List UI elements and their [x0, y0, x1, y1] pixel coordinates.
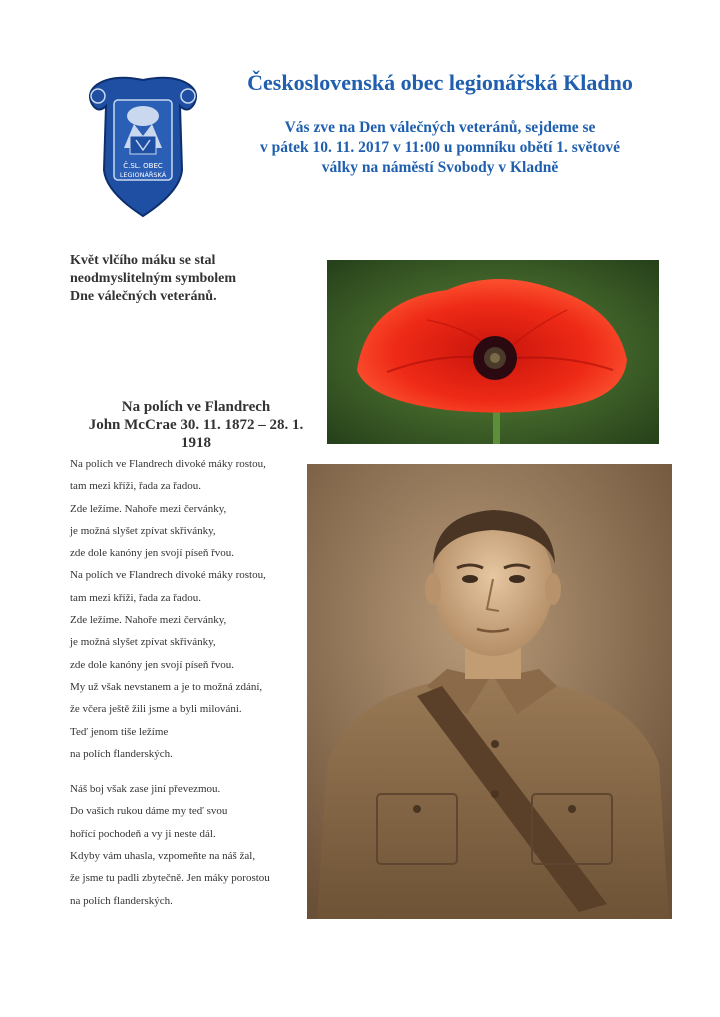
invitation-text [215, 118, 665, 178]
poem-title [62, 398, 330, 452]
svg-text:LEGIONÁŘSKÁ: LEGIONÁŘSKÁ [119, 171, 167, 179]
poem-line: My už však nevstanem a je to možná zdání, [70, 680, 263, 693]
poem-author-dates-end: 1918 [181, 435, 211, 451]
stanza-gap [70, 768, 300, 781]
poem-line: že jsme tu padli zbytečně. Jen máky porostou [70, 872, 270, 885]
poem-line: Náš boj však zase jiní převezmou. [70, 783, 221, 796]
organization-title: Československá obec legionářská Kladno [247, 70, 633, 95]
poppy-intro-line: Květ vlčího máku se stal [70, 253, 216, 268]
poem-line: na polích flanderských. [70, 894, 173, 907]
poem-author-dates: John McCrae 30. 11. 1872 – 28. 1. [88, 417, 304, 433]
poem-line: hořící pochodeň a vy ji neste dál. [70, 827, 216, 840]
poem-line: Do vašich rukou dáme my teď svou [70, 805, 228, 818]
poem-line: zde dole kanóny jen svojí píseň řvou. [70, 658, 235, 671]
john-mccrae-portrait [307, 464, 672, 919]
poem-line: Teď jenom tiše ležíme [70, 725, 169, 738]
poem-line: Na polích ve Flandrech divoké máky rostou, [70, 458, 266, 470]
invite-line: války na náměstí Svobody v Kladně [321, 159, 559, 176]
poem-line: je možná slyšet zpívat skřivánky, [70, 524, 216, 537]
poem-title-line: Na polích ve Flandrech [121, 399, 271, 415]
invite-line: Vás zve na Den válečných veteránů, sejdeme se [284, 119, 596, 136]
poppy-intro [70, 252, 310, 306]
poem-line: Zde ležíme. Nahoře mezi červánky, [70, 614, 227, 627]
poem-line: zde dole kanóny jen svojí píseň řvou. [70, 547, 235, 560]
invite-line: v pátek 10. 11. 2017 v 11:00 u pomníku obětí 1. světové [260, 139, 620, 156]
poem-line: že včera ještě žili jsme a byli milováni. [70, 703, 242, 716]
legion-logo [84, 74, 202, 220]
poem-line: Zde ležíme. Nahoře mezi červánky, [70, 502, 227, 515]
poem-line: tam mezi kříži, řada za řadou. [70, 480, 202, 493]
poem-line: je možná slyšet zpívat skřivánky, [70, 636, 216, 649]
poem-line: Na polích ve Flandrech divoké máky rostou, [70, 569, 266, 582]
poppy-intro-line: neodmyslitelným symbolem [70, 271, 237, 286]
poppy-intro-line: Dne válečných veteránů. [70, 289, 217, 304]
poem-line: na polích flanderských. [70, 747, 173, 760]
poem-line: Kdyby vám uhasla, vzpomeňte na náš žal, [70, 850, 256, 863]
poem-line: tam mezi kříži, řada za řadou. [70, 591, 202, 604]
poem-text [70, 456, 300, 915]
poppy-photo [327, 260, 659, 444]
svg-text:Č.SL. OBEC: Č.SL. OBEC [123, 162, 163, 170]
